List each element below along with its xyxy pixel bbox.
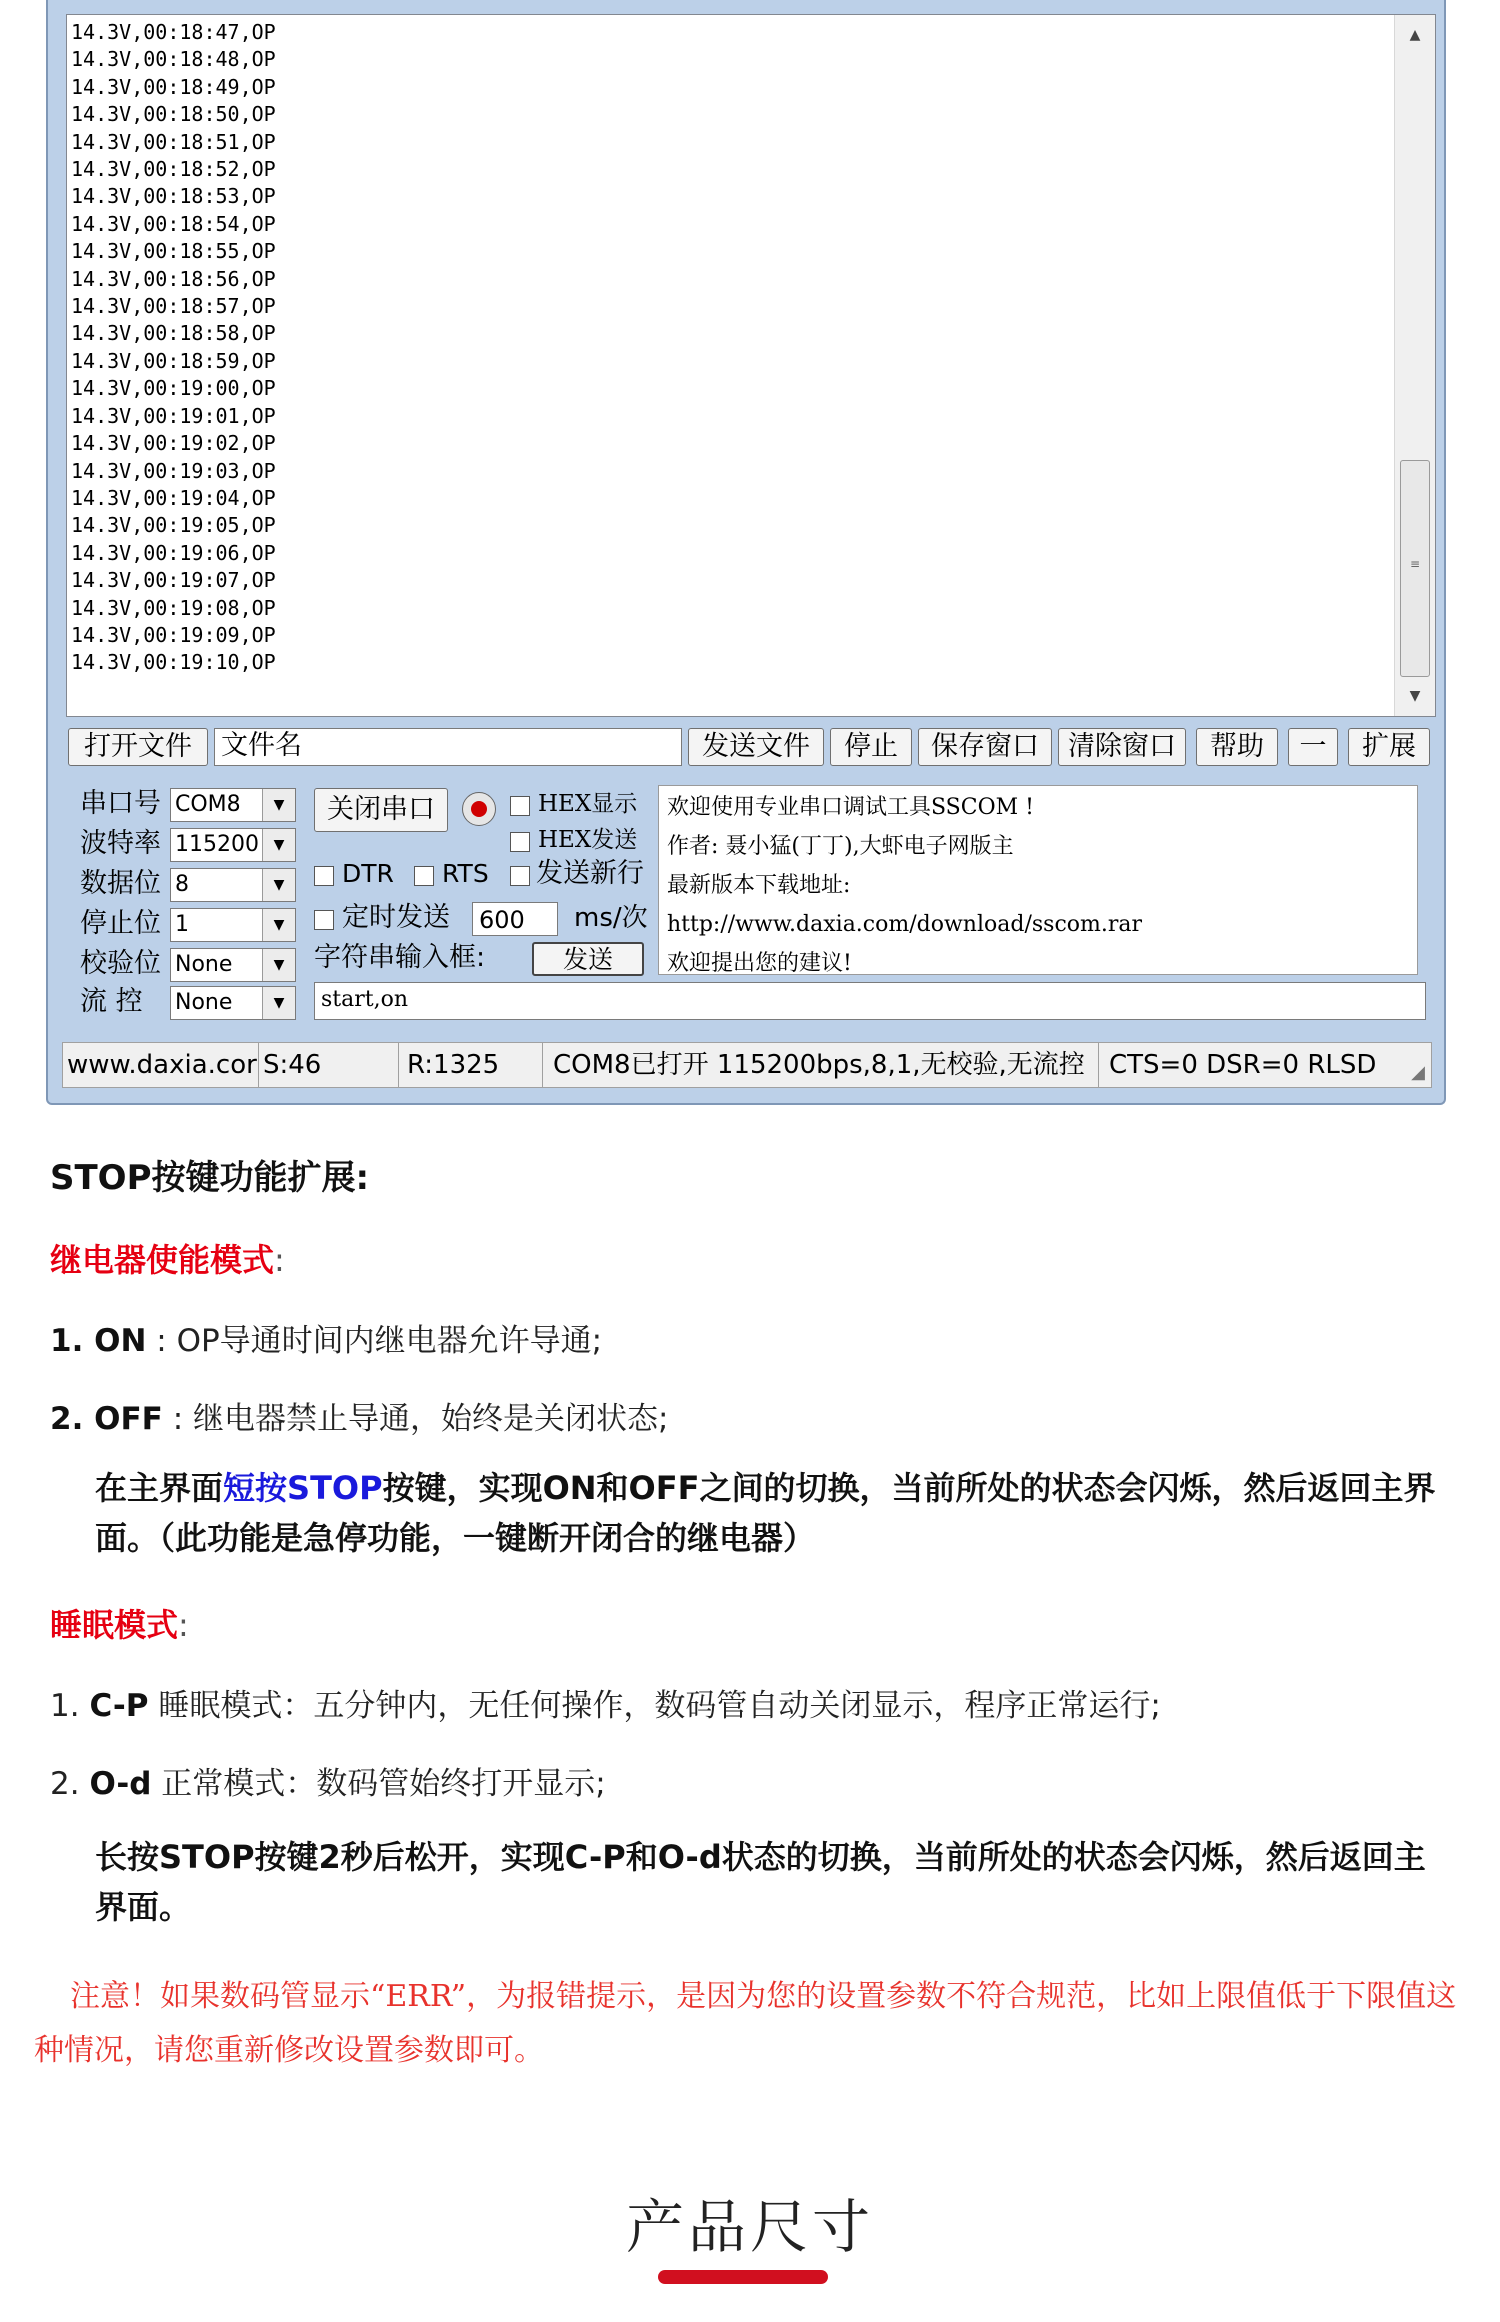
receive-line: 14.3V,00:18:59,OP xyxy=(71,348,276,373)
sscom-window xyxy=(46,0,1446,1105)
relay-note xyxy=(95,1463,1455,1563)
scroll-thumb[interactable] xyxy=(1400,460,1430,677)
interval-unit: ms/次 xyxy=(574,903,648,933)
receive-line: 14.3V,00:19:01,OP xyxy=(71,403,276,428)
baud-select[interactable] xyxy=(170,828,296,862)
chevron-down-icon[interactable]: ▼ xyxy=(262,949,295,981)
section-underline xyxy=(658,2270,828,2284)
receive-line: 14.3V,00:18:47,OP xyxy=(71,20,276,44)
relay-note-post: 按键，实现ON和OFF之间的切换，当前所处的状态会闪烁，然后返回主界面。（此功能是急停功能，一键断开闭合的继电器） xyxy=(95,1469,1436,1557)
clear-window-button[interactable]: 清除窗口 xyxy=(1058,728,1186,766)
port-label: 串口号 xyxy=(80,788,161,819)
filename-field[interactable]: 文件名 xyxy=(214,728,682,766)
sleep-item-num: 2. xyxy=(50,1766,90,1802)
databits-select[interactable] xyxy=(170,868,296,902)
receive-line: 14.3V,00:18:52,OP xyxy=(71,157,276,182)
receive-line: 14.3V,00:19:08,OP xyxy=(71,595,276,620)
flow-value: None xyxy=(175,990,233,1015)
port-status-indicator xyxy=(462,792,496,826)
relay-item xyxy=(50,1393,668,1438)
resize-grip-icon[interactable]: ◢ xyxy=(1411,1062,1425,1083)
info-line: 作者: 聂小猛(丁丁),大虾电子网版主 xyxy=(667,834,1014,859)
hex-send-checkbox[interactable] xyxy=(510,832,530,852)
chevron-down-icon[interactable]: ▼ xyxy=(262,909,295,941)
receive-line: 14.3V,00:19:03,OP xyxy=(71,458,276,483)
receive-line: 14.3V,00:18:57,OP xyxy=(71,294,276,319)
receive-line: 14.3V,00:18:50,OP xyxy=(71,102,276,127)
relay-note-highlight: 短按STOP xyxy=(223,1469,383,1507)
parity-select[interactable] xyxy=(170,948,296,982)
status-received: R:1325 xyxy=(399,1043,543,1087)
stopbits-select[interactable] xyxy=(170,908,296,942)
chevron-down-icon[interactable]: ▼ xyxy=(262,829,295,861)
status-port-state: COM8已打开 115200bps,8,1,无校验,无流控 xyxy=(543,1043,1099,1087)
stopbits-value: 1 xyxy=(175,912,189,937)
baud-value: 115200 xyxy=(175,832,259,857)
port-select[interactable] xyxy=(170,788,296,822)
rts-label: RTS xyxy=(442,859,489,888)
receive-line: 14.3V,00:18:48,OP xyxy=(71,47,276,72)
port-value: COM8 xyxy=(175,792,241,817)
sleep-item-text: 正常模式：数码管始终打开显示; xyxy=(151,1766,606,1802)
sleep-item-code: O-d xyxy=(89,1766,152,1802)
open-file-button[interactable]: 打开文件 xyxy=(68,728,208,766)
stop-button[interactable]: 停止 xyxy=(830,728,912,766)
sleep-heading-colon: : xyxy=(178,1606,189,1644)
sleep-item xyxy=(50,1758,606,1803)
status-site: www.daxia.cor xyxy=(63,1043,259,1087)
receive-line: 14.3V,00:18:56,OP xyxy=(71,266,276,291)
receive-line: 14.3V,00:19:04,OP xyxy=(71,485,276,510)
close-port-button[interactable]: 关闭串口 xyxy=(314,788,448,832)
relay-item-num: 2. OFF xyxy=(50,1401,163,1437)
send-file-button[interactable]: 发送文件 xyxy=(688,728,824,766)
databits-label: 数据位 xyxy=(80,868,161,899)
relay-item-num: 1. ON xyxy=(50,1323,147,1359)
grip-icon: ≡ xyxy=(1409,557,1421,571)
relay-heading xyxy=(50,1235,285,1281)
interval-input[interactable]: 600 xyxy=(472,902,558,936)
string-input-label: 字符串输入框: xyxy=(314,942,486,973)
send-newline-checkbox[interactable] xyxy=(510,866,530,886)
flow-label: 流 控 xyxy=(80,986,143,1017)
send-button[interactable]: 发送 xyxy=(532,942,644,976)
minus-button[interactable]: 一 xyxy=(1288,728,1338,766)
sleep-heading-text: 睡眠模式 xyxy=(50,1606,179,1644)
dtr-checkbox[interactable] xyxy=(314,866,334,886)
timed-send-label: 定时发送 xyxy=(342,902,450,933)
receive-line: 14.3V,00:19:00,OP xyxy=(71,376,276,401)
baud-label: 波特率 xyxy=(80,828,161,859)
relay-item xyxy=(50,1315,602,1360)
receive-line: 14.3V,00:19:09,OP xyxy=(71,622,276,647)
hex-display-checkbox[interactable] xyxy=(510,796,530,816)
parity-value: None xyxy=(175,952,233,977)
receive-line: 14.3V,00:18:55,OP xyxy=(71,239,276,264)
relay-heading-colon: : xyxy=(274,1241,285,1279)
sleep-item-text: 睡眠模式：五分钟内，无任何操作，数码管自动关闭显示，程序正常运行; xyxy=(148,1688,1161,1724)
article-heading: STOP按键功能扩展: xyxy=(50,1158,370,1198)
send-text-input[interactable]: start,on xyxy=(314,982,1426,1020)
flow-select[interactable] xyxy=(170,986,296,1020)
info-box xyxy=(658,785,1418,975)
sleep-note: 长按STOP按键2秒后松开，实现C-P和O-d状态的切换，当前所处的状态会闪烁，然后返回主界面。 xyxy=(95,1838,1426,1926)
hex-send-label: HEX发送 xyxy=(538,827,638,853)
sleep-item xyxy=(50,1680,1161,1725)
hex-display-label: HEX显示 xyxy=(538,791,638,817)
info-line: 欢迎使用专业串口调试工具SSCOM ! xyxy=(667,795,1034,820)
receive-line: 14.3V,00:18:51,OP xyxy=(71,129,276,154)
receive-line: 14.3V,00:19:07,OP xyxy=(71,568,276,593)
receive-line: 14.3V,00:19:05,OP xyxy=(71,513,276,538)
relay-item-text: : 继电器禁止导通，始终是关闭状态; xyxy=(162,1401,669,1437)
receive-line: 14.3V,00:19:10,OP xyxy=(71,650,276,675)
relay-heading-text: 继电器使能模式 xyxy=(50,1241,275,1279)
scroll-up-arrow-icon[interactable]: ▲ xyxy=(1409,27,1421,43)
receive-line: 14.3V,00:19:06,OP xyxy=(71,540,276,565)
receive-area[interactable] xyxy=(66,14,1436,717)
help-button[interactable]: 帮助 xyxy=(1196,728,1278,766)
section-title: 产品尺寸 xyxy=(625,2193,874,2261)
stopbits-label: 停止位 xyxy=(80,908,161,939)
status-bar xyxy=(62,1042,1432,1088)
relay-note-pre: 在主界面 xyxy=(95,1469,224,1507)
receive-line: 14.3V,00:18:49,OP xyxy=(71,74,276,99)
chevron-down-icon[interactable]: ▼ xyxy=(262,987,295,1019)
receive-line: 14.3V,00:18:54,OP xyxy=(71,211,276,236)
expand-button[interactable]: 扩展 xyxy=(1348,728,1430,766)
receive-text xyxy=(71,19,1389,677)
info-line: http://www.daxia.com/download/sscom.rar xyxy=(667,912,1143,937)
parity-label: 校验位 xyxy=(80,948,161,979)
dtr-label: DTR xyxy=(342,859,394,888)
chevron-down-icon[interactable]: ▼ xyxy=(262,869,295,901)
sleep-item-num: 1. xyxy=(50,1688,90,1724)
receive-line: 14.3V,00:19:02,OP xyxy=(71,431,276,456)
status-sent: S:46 xyxy=(259,1043,399,1087)
warning-text: 注意！如果数码管显示“ERR”，为报错提示，是因为您的设置参数不符合规范，比如上限值低于下限值这种情况，请您重新修改设置参数即可。 xyxy=(34,1979,1457,2068)
receive-line: 14.3V,00:18:58,OP xyxy=(71,321,276,346)
send-newline-label: 发送新行 xyxy=(536,858,644,889)
sleep-item-code: C-P xyxy=(89,1688,149,1724)
info-line: 欢迎提出您的建议! xyxy=(667,951,852,976)
sleep-heading xyxy=(50,1600,189,1646)
scroll-down-arrow-icon[interactable]: ▼ xyxy=(1409,688,1421,704)
rts-checkbox[interactable] xyxy=(414,866,434,886)
databits-value: 8 xyxy=(175,872,189,897)
status-lines: CTS=0 DSR=0 RLSD xyxy=(1109,1050,1377,1080)
chevron-down-icon[interactable]: ▼ xyxy=(262,789,295,821)
receive-line: 14.3V,00:18:53,OP xyxy=(71,184,276,209)
relay-item-text: : OP导通时间内继电器允许导通; xyxy=(146,1323,603,1359)
info-line: 最新版本下载地址: xyxy=(667,873,851,898)
receive-scrollbar[interactable] xyxy=(1394,15,1435,716)
timed-send-checkbox[interactable] xyxy=(314,910,334,930)
save-window-button[interactable]: 保存窗口 xyxy=(918,728,1052,766)
